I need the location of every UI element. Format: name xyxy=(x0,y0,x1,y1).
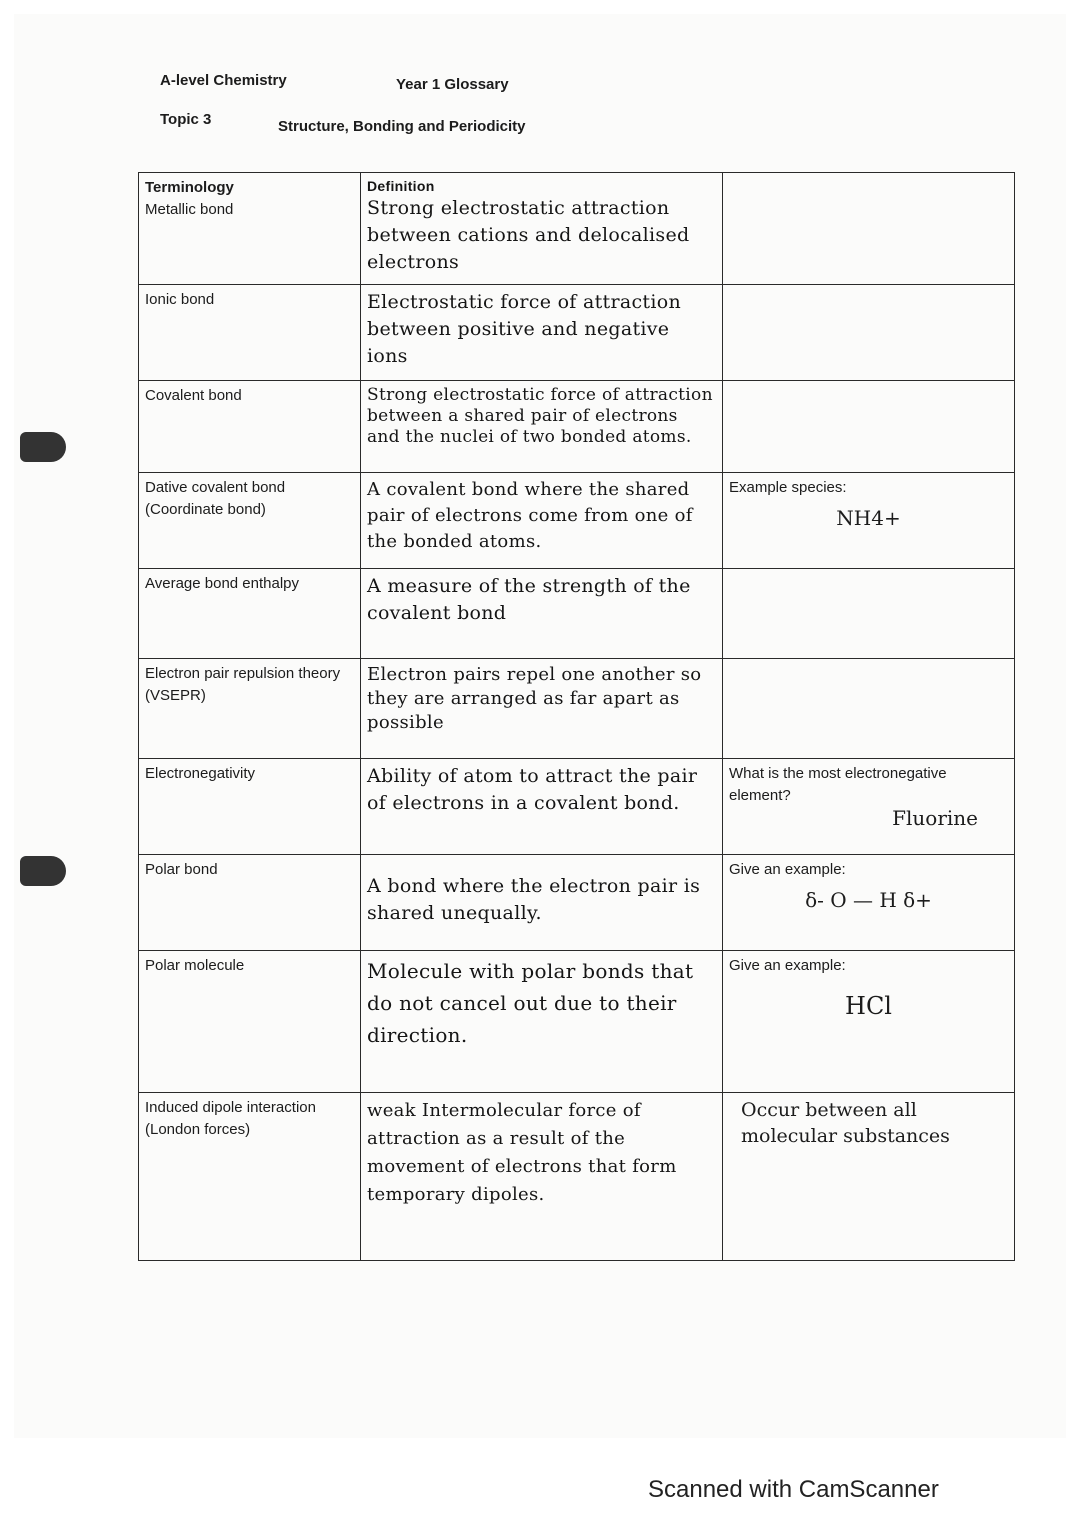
definition-cell xyxy=(361,951,723,1093)
extra-cell xyxy=(723,659,1015,759)
example-label: Give an example: xyxy=(729,861,846,878)
term-cell xyxy=(139,381,361,473)
definition-cell xyxy=(361,381,723,473)
example-label: Example species: xyxy=(729,479,847,496)
definition-cell xyxy=(361,569,723,659)
subject-title: A-level Chemistry xyxy=(160,72,287,89)
term-text: Induced dipole interaction (London forces) xyxy=(145,1099,316,1138)
term-text: Ionic bond xyxy=(145,291,215,308)
table-row xyxy=(139,659,1015,759)
table-row xyxy=(139,569,1015,659)
topic-number: Topic 3 xyxy=(160,111,212,128)
extra-cell xyxy=(723,569,1015,659)
definition-text: Ability of atom to attract the pair of electrons in a covalent bond. xyxy=(367,765,698,814)
definition-text: Strong electrostatic force of attraction between a shared pair of electrons and the nuclei of two bonded atoms. xyxy=(367,385,713,447)
table-row xyxy=(139,1093,1015,1261)
definition-cell xyxy=(361,173,723,285)
term-text: Metallic bond xyxy=(145,201,234,218)
table-row xyxy=(139,855,1015,951)
definition-cell xyxy=(361,855,723,951)
table-row xyxy=(139,473,1015,569)
definition-cell xyxy=(361,285,723,381)
table-row xyxy=(139,951,1015,1093)
term-text: Electron pair repulsion theory (VSEPR) xyxy=(145,665,341,704)
term-cell xyxy=(139,759,361,855)
term-cell xyxy=(139,569,361,659)
extra-cell xyxy=(723,173,1015,285)
term-text: Dative covalent bond (Coordinate bond) xyxy=(145,479,286,518)
binder-clip-bottom xyxy=(20,856,66,886)
table-row xyxy=(139,381,1015,473)
term-cell xyxy=(139,951,361,1093)
extra-cell xyxy=(723,473,1015,569)
definition-text: A covalent bond where the shared pair of electrons come from one of the bonded atoms. xyxy=(367,479,693,552)
definition-cell xyxy=(361,759,723,855)
extra-cell xyxy=(723,759,1015,855)
extra-answer: Occur between all molecular substances xyxy=(741,1099,950,1147)
question-label: What is the most electronegative element? xyxy=(729,765,947,804)
example-label: Give an example: xyxy=(729,957,846,974)
extra-cell xyxy=(723,381,1015,473)
binder-clip-top xyxy=(20,432,66,462)
definition-cell xyxy=(361,473,723,569)
example-answer: HCl xyxy=(845,992,892,1020)
table-row xyxy=(139,285,1015,381)
definition-text: weak Intermolecular force of attraction as a result of the movement of electrons that form temporary dipoles. xyxy=(367,1100,677,1205)
definition-header: Definition xyxy=(367,178,435,194)
terminology-header: Terminology xyxy=(145,179,234,196)
definition-text: Electron pairs repel one another so they are arranged as far apart as possible xyxy=(367,664,702,733)
extra-cell xyxy=(723,1093,1015,1261)
extra-cell xyxy=(723,855,1015,951)
term-cell xyxy=(139,659,361,759)
term-cell xyxy=(139,173,361,285)
definition-cell xyxy=(361,659,723,759)
term-cell xyxy=(139,473,361,569)
definition-text: A bond where the electron pair is shared unequally. xyxy=(367,875,701,924)
term-text: Covalent bond xyxy=(145,387,242,404)
extra-cell xyxy=(723,951,1015,1093)
term-cell xyxy=(139,1093,361,1261)
term-cell xyxy=(139,285,361,381)
definition-text: Strong electrostatic attraction between cations and delocalised electrons xyxy=(367,197,690,273)
definition-text: A measure of the strength of the covalent bond xyxy=(367,575,691,624)
table-row xyxy=(139,759,1015,855)
question-answer: Fluorine xyxy=(892,806,978,830)
scanner-watermark: Scanned with CamScanner xyxy=(648,1476,939,1503)
definition-text: Electrostatic force of attraction between positive and negative ions xyxy=(367,291,682,367)
example-answer: NH4+ xyxy=(836,506,901,530)
topic-title: Structure, Bonding and Periodicity xyxy=(278,118,526,135)
table-row xyxy=(139,173,1015,285)
term-text: Polar bond xyxy=(145,861,218,878)
example-answer: δ- O — H δ+ xyxy=(805,888,932,912)
term-text: Average bond enthalpy xyxy=(145,575,300,592)
term-text: Electronegativity xyxy=(145,765,256,782)
term-cell xyxy=(139,855,361,951)
definition-cell xyxy=(361,1093,723,1261)
glossary-table xyxy=(138,172,1015,1261)
definition-text: Molecule with polar bonds that do not cancel out due to their direction. xyxy=(367,959,694,1047)
extra-cell xyxy=(723,285,1015,381)
term-text: Polar molecule xyxy=(145,957,245,974)
glossary-title: Year 1 Glossary xyxy=(396,76,509,93)
